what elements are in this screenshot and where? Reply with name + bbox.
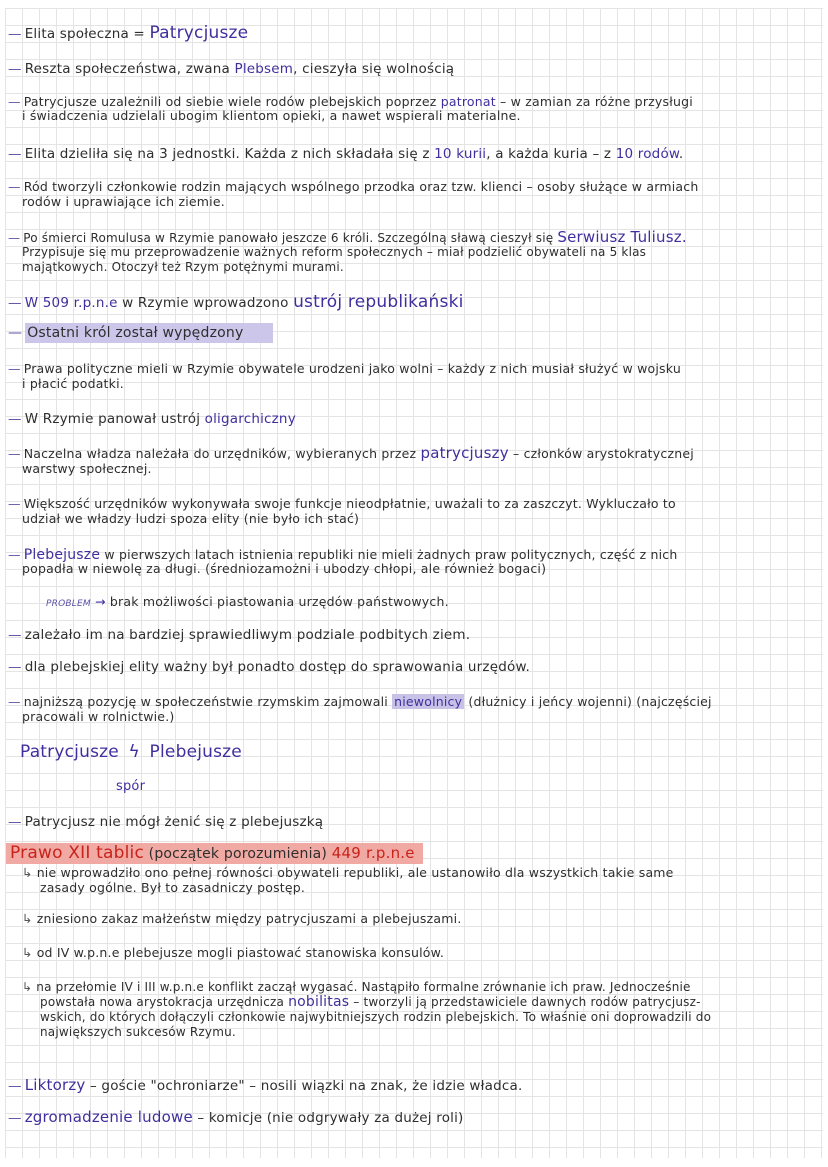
keyword-plebejusze-conflict: Plebejusze [149, 742, 242, 762]
keyword-oligarchiczny: oligarchiczny [204, 411, 296, 427]
law-point-1-cont: zasady ogólne. Był to zasadniczy postęp. [40, 880, 306, 895]
note-slaves: — najniższą pozycję w społeczeństwie rzymskim zajmowali niewolnicy (dłużnicy i jeńcy wojenni) (najczęściej [8, 694, 712, 709]
law-point-4: ↳ na przełomie IV i III w.p.n.e konflikt zaczął wygasać. Nastąpiło formalne zrównanie ich praw. Jednocześnie [22, 980, 691, 994]
law-point-4-cont3: największych sukcesów Rzymu. [40, 1025, 236, 1039]
note-plebeian-elite: — dla plebejskiej elity ważny był ponadto dostęp do sprawowania urzędów. [8, 659, 530, 675]
keyword-liktorzy: Liktorzy [24, 1076, 86, 1094]
note-officials-cont: udział we władzy ludzi spoza elity (nie było ich stać) [22, 511, 360, 526]
keyword-rodow: 10 rodów [615, 146, 679, 162]
conflict-heading [20, 742, 242, 762]
law-heading [6, 843, 423, 863]
keyword-nobilitas: nobilitas [288, 994, 350, 1010]
note-kings-cont2: majątkowych. Otoczył też Rzym potężnymi murami. [22, 260, 344, 274]
note-patronat: — Patrycjusze uzależnili od siebie wiele rodów plebejskich poprzez patronat – w zamian za różne przysługi [8, 94, 693, 109]
law-point-3: ↳ od IV w.p.n.e plebejusze mogli piastować stanowiska konsulów. [22, 945, 445, 960]
arrow-return-icon: ↳ [22, 865, 33, 880]
note-rights: — Prawa polityczne mieli w Rzymie obywatele urodzeni jako wolni – każdy z nich musiał służyć w wojsku [8, 361, 681, 376]
keyword-patronat: patronat [440, 94, 496, 109]
note-kings-cont1: Przypisuje się mu przeprowadzenie ważnych reform społecznych – miał podzielić obywateli na 5 klas [22, 245, 647, 259]
highlighted-law: Prawo XII tablic (początek porozumienia) 449 r.p.n.e [6, 843, 423, 864]
keyword-republic: ustrój republikański [293, 292, 464, 312]
lightning-icon: ϟ [128, 742, 140, 762]
arrow-return-icon: ↳ [22, 911, 33, 926]
note-elite: — Elita społeczna = Patrycjusze [8, 23, 249, 43]
note-plebeians: — Plebejusze w pierwszych latach istnienia republiki nie mieli żadnych praw politycznych, część z nich [8, 547, 678, 563]
law-point-1: ↳ nie wprowadziło ono pełnej równości obywateli republiki, ale ustanowiło dla wszystkich takie same [22, 865, 674, 880]
law-point-2: ↳ zniesiono zakaz małżeństw między patrycjuszami a plebejuszami. [22, 911, 462, 926]
note-power-cont: warstwy społecznej. [22, 461, 152, 476]
law-year: 449 r.p.n.e [331, 844, 415, 862]
note-land: — zależało im na bardziej sprawiedliwym podziale podbitych ziem. [8, 627, 471, 643]
conflict-label: spór [116, 779, 146, 794]
note-kings: — Po śmierci Romulusa w Rzymie panowało jeszcze 6 króli. Szczególną sławą cieszył się Serwiusz Tuliusz. [8, 228, 687, 246]
arrow-return-icon: ↳ [22, 945, 33, 960]
arrow-right-icon: → [95, 594, 106, 609]
keyword-patrycjusze-conflict: Patrycjusze [20, 742, 119, 762]
law-title: Prawo XII tablic [10, 843, 145, 863]
note-plebeians-cont: popadła w niewolę za długi. (średniozamożni i ubodzy chłopi, ale również bogaci) [22, 561, 547, 576]
note-power: — Naczelna władza należała do urzędników, wybieranych przez patrycjuszy – członków arystokratycznej [8, 444, 694, 462]
keyword-kurii: 10 kurii [434, 146, 487, 162]
note-rod: — Ród tworzyli członkowie rodzin mających wspólnego przodka oraz tzw. klienci – osoby służące w armiach [8, 179, 699, 194]
note-curiae: — Elita dzieliła się na 3 jednostki. Każda z nich składała się z 10 kurii, a każda kuria – z 10 rodów. [8, 146, 684, 162]
law-point-4-cont1: powstała nowa arystokracja urzędnicza nobilitas – tworzyli ją przedstawiciele dawnych rodów patrycjusz- [40, 994, 701, 1010]
note-oligarchy: — W Rzymie panował ustrój oligarchiczny [8, 411, 296, 427]
note-assembly: — zgromadzenie ludowe – komicje (nie odgrywały za dużej roli) [8, 1108, 464, 1126]
bullet-dash: — [8, 26, 22, 42]
highlighted-text: Ostatni król został wypędzony [25, 323, 273, 343]
keyword-patrycjuszy: patrycjuszy [420, 444, 509, 462]
note-patronat-cont: i świadczenia udzielali ubogim klientom opieki, a nawet wspierali materialne. [22, 108, 521, 123]
note-rights-cont: i płacić podatki. [22, 376, 124, 391]
keyword-509: W 509 r.p.n.e [24, 295, 118, 311]
law-point-4-cont2: wskich, do których dołączyli członkowie najwybitniejszych rodzin plebejskich. To właśnie oni doprowadzili do [40, 1010, 712, 1024]
note-officials: — Większość urzędników wykonywała swoje funkcje nieodpłatnie, uważali to za zaszczyt. Wykluczało to [8, 496, 676, 511]
keyword-patrycjusze: Patrycjusze [149, 23, 249, 43]
note-lictors: — Liktorzy – goście "ochroniarze" – nosili wiązki na znak, że idzie władca. [8, 1076, 523, 1094]
note-last-king: — Ostatni król został wypędzony [8, 326, 273, 340]
note-republic: — W 509 r.p.n.e w Rzymie wprowadzono ustrój republikański [8, 292, 464, 312]
note-problem: PROBLEM → brak możliwości piastowania urzędów państwowych. [46, 594, 449, 609]
note-plebs: — Reszta społeczeństwa, zwana Plebsem, cieszyła się wolnością [8, 61, 455, 77]
note-slaves-cont: pracowali w rolnictwie.) [22, 709, 175, 724]
note-rod-cont: rodów i uprawiające ich ziemie. [22, 194, 225, 209]
keyword-plebejusze: Plebejusze [23, 547, 101, 563]
arrow-return-icon: ↳ [22, 980, 33, 994]
keyword-niewolnicy: niewolnicy [394, 694, 463, 709]
problem-label: PROBLEM [46, 599, 91, 609]
note-marriage: — Patrycjusz nie mógł żenić się z plebejuszką [8, 814, 324, 830]
keyword-serwiusz: Serwiusz Tuliusz. [557, 228, 687, 246]
keyword-plebs: Plebsem [234, 61, 294, 77]
keyword-zgromadzenie: zgromadzenie ludowe [24, 1108, 193, 1126]
